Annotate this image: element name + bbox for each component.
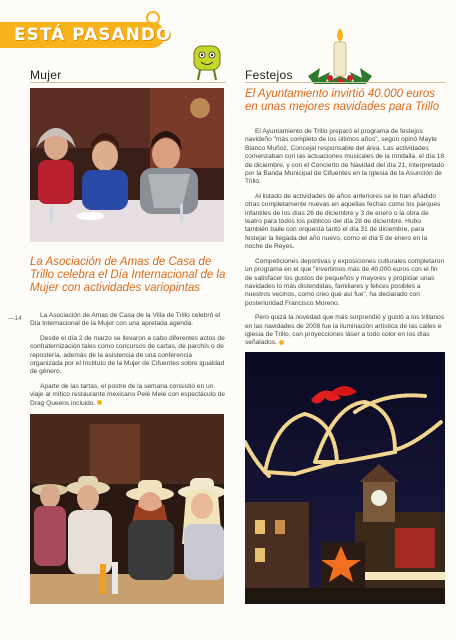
paragraph: La Asociación de Amas de Casa de la Villa de Trillo celebró el Día Internacional de la Mujer con una apretada agenda. xyxy=(30,312,221,328)
end-bullet-icon xyxy=(97,400,102,405)
paragraph: Al listado de actividades de años anteriores se le han añadido otras completamente nuevas en aquellas fechas como los parques infantiles de los días 26 de diciembre y 3 de enero o la obra de teatro para todos los públicos del día 28 de diciembre. Hubo también baile con orquesta tanto el día 31 de diciembre, para festejar la llegada del año nuevo, como el día 5 de enero en la noche de Reyes. xyxy=(245,192,441,251)
paragraph: Competiciones deportivas y exposiciones culturales completaron un programa en el que "invertimos más de 40.000 euros con el fin de satisfacer los gustos de pequeños y mayores y propiciar unas navidades lo más distendidas, familiares y felices posibles a nuestros vecinos, como creo que así fue", ha declarado con posterioridad Francisco Moreno. xyxy=(245,257,445,307)
photo-christmas-lights xyxy=(245,352,445,604)
photo-women-hats xyxy=(30,414,224,604)
section-label-festejos: Festejos xyxy=(245,68,293,82)
article-headline-festejos: El Ayuntamiento invirtió 40.000 euros en unas mejores navidades para Trillo xyxy=(245,88,440,113)
page-header xyxy=(0,0,456,62)
article-body-festejos xyxy=(245,128,445,354)
paragraph: El Ayuntamiento de Trillo preparó el programa de festejos navideño "más completo de los últimos años", según opinó Mayte Blanco Muñoz, Concejal responsable del área. Las actividades comenzaban con las actuaciones musicales de la rondalla, el día 18 de diciembre, y con el Concierto de Navidad del día 21, interpretado por la Banda Municipal de Cifuentes en la Iglesia de la Asunción de Trillo. xyxy=(245,128,445,186)
article-body-mujer xyxy=(30,312,226,414)
section-rule xyxy=(30,82,226,83)
article-headline-mujer: La Asociación de Amas de Casa de Trillo celebra el Día Internacional de la Mujer con actividades variopintas xyxy=(30,256,226,294)
page-number: —14 xyxy=(8,315,22,322)
paragraph: Pero quizá la novedad que más sorprendió y gustó a los trillanos en las navidades de 2008 fue la iluminación artística de las calles e iglesia de Trillo, con proyecciones láser a todo color en los días señalados. xyxy=(245,314,445,347)
paragraph: Aparte de las tartas, el postre de la semana consistió en un viaje al mítico restaurante mexicano Pelé Melé con espectáculo de Drag Queens incluido. xyxy=(30,382,225,407)
section-rule xyxy=(245,82,445,83)
paragraph: Desde el día 2 de marzo se llevaron a cabo diferentes actos de confraternización tales como concursos de cartas, de parchís o de repostería, además de la asistencia de una conferencia organizada por el Instituto de la Mujer de Cifuentes sobre igualdad de género. xyxy=(30,334,225,376)
section-label-mujer: Mujer xyxy=(30,68,62,82)
photo-women-restaurant xyxy=(30,88,224,242)
banner-title: ESTÁ PASANDO xyxy=(14,25,172,45)
end-bullet-icon xyxy=(279,340,284,345)
mascot-illustration xyxy=(190,42,224,82)
christmas-candle-icon xyxy=(300,24,380,88)
sun-icon xyxy=(146,11,160,25)
